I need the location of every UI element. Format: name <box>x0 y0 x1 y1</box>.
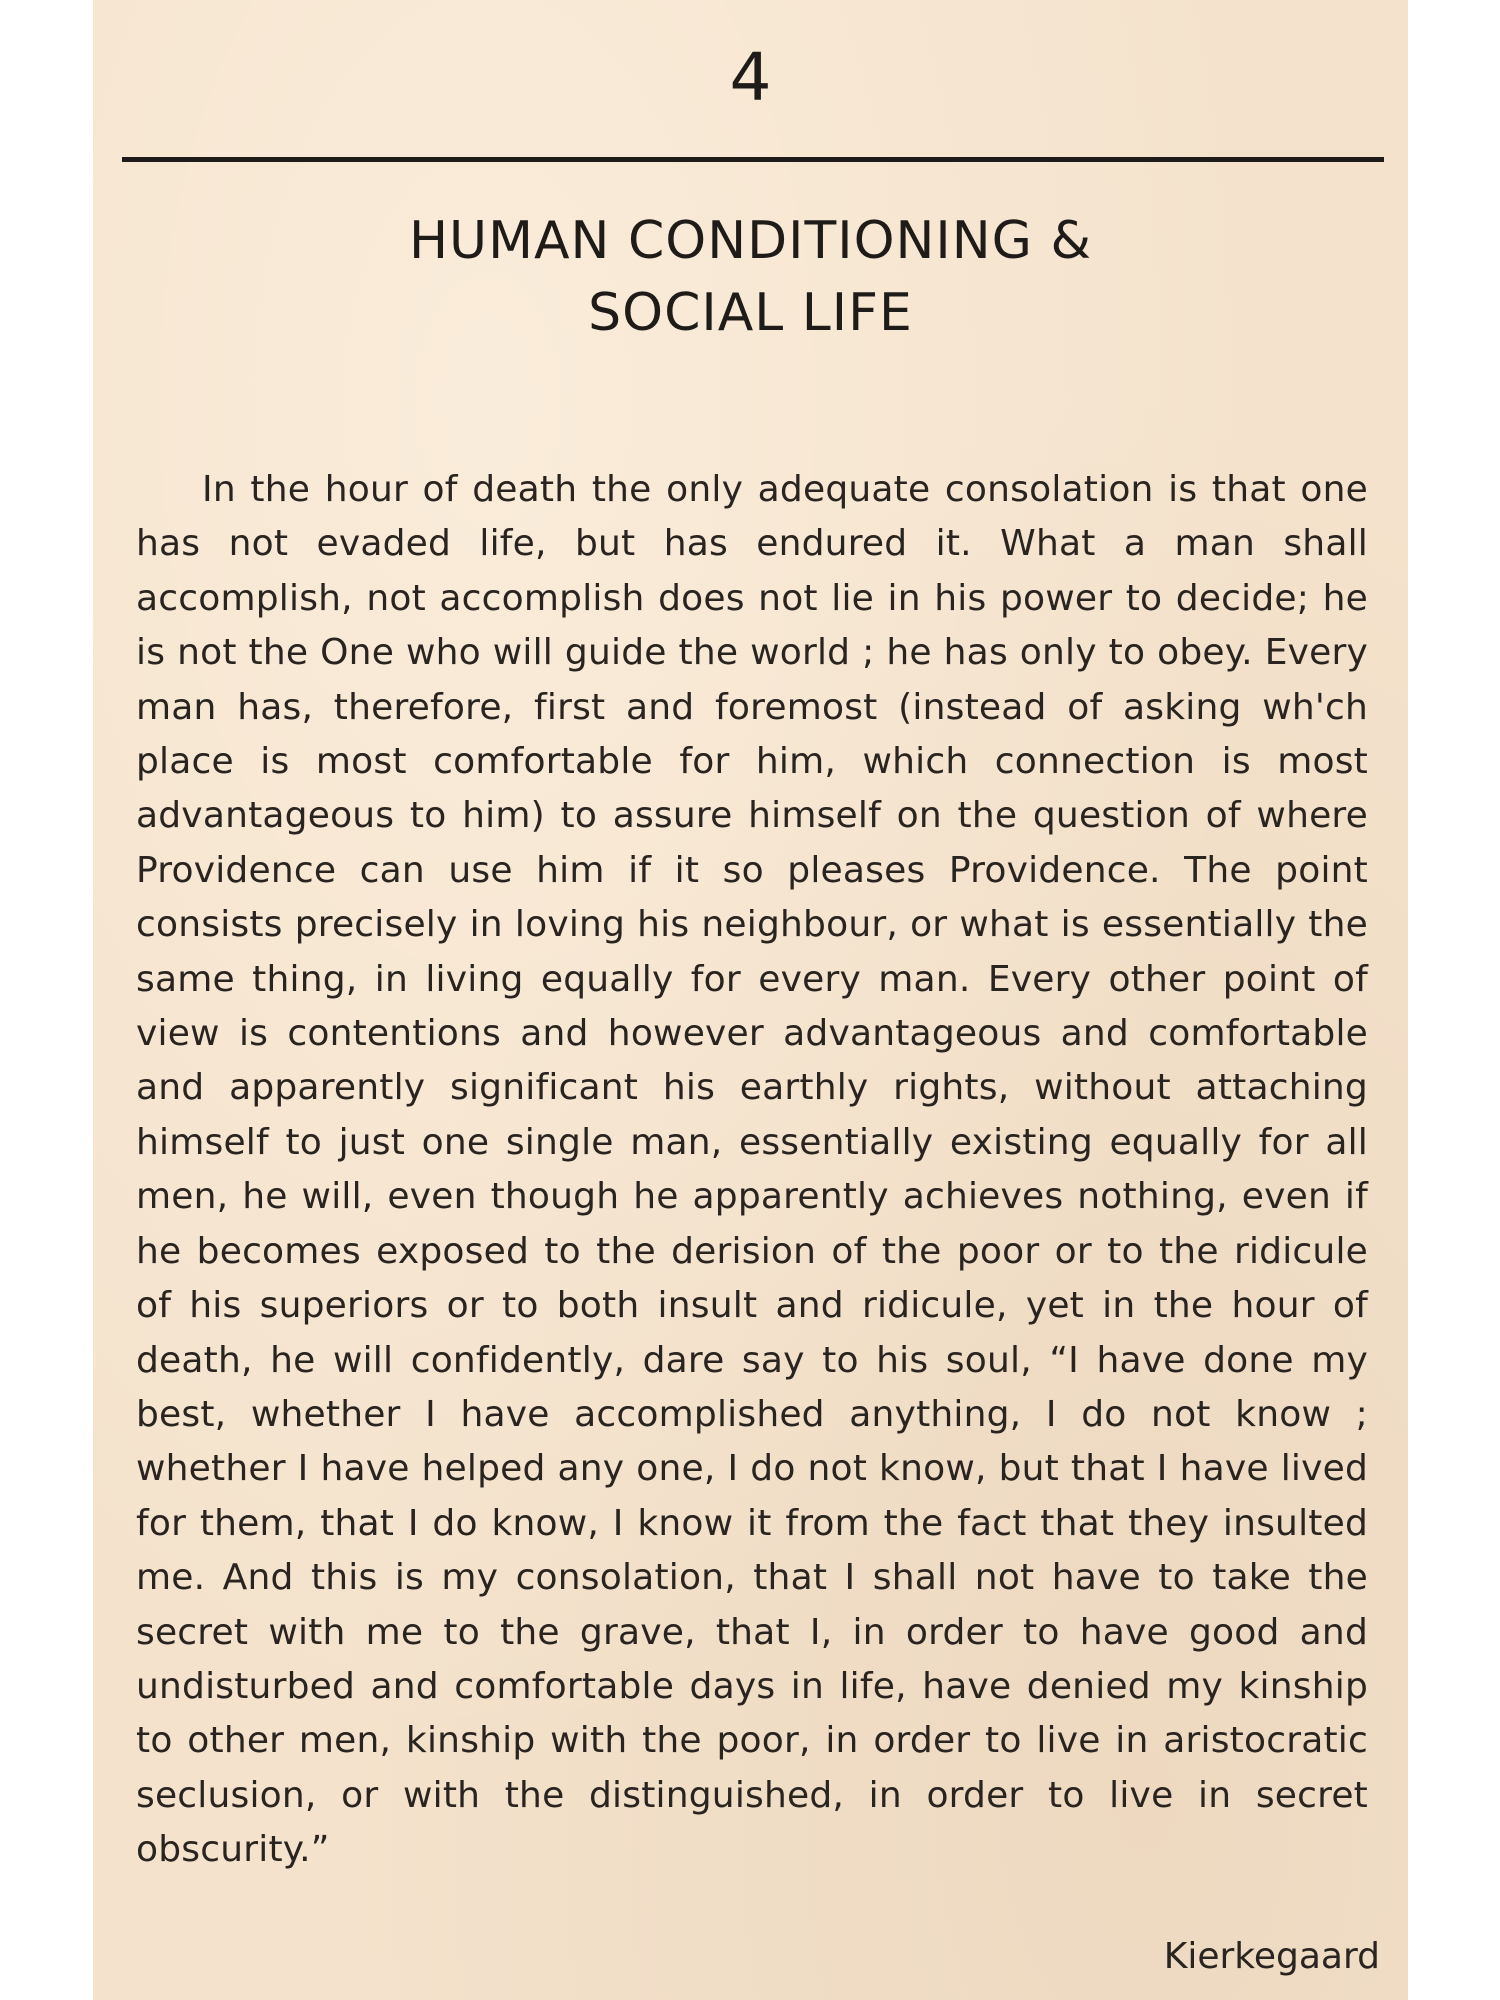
chapter-title-line-2: SOCIAL LIFE <box>588 283 913 343</box>
book-page <box>93 0 1408 2000</box>
chapter-number: 4 <box>729 39 772 116</box>
chapter-title <box>93 205 1408 349</box>
header-rule <box>122 157 1384 162</box>
quote-author: Kierkegaard <box>1163 1936 1380 1977</box>
quote-paragraph: In the hour of death the only adequate consolation is that one has not evaded life, but has endured it. What a man shall accomplish, not accomplish does not lie in his power to decide; he is not the One who will guide the world ; he has only to obey. Every man has, therefore, first and foremost (instead of asking wh'ch place is most comfortable for him, which connection is most advantageous to him) to assure himself on the question of where Providence can use him if it so pleases Providence. The point consists precisely in loving his neighbour, or what is essentially the same thing, in living equally for every man. Every other point of view is contentions and however advantageous and comfortable and apparently significant his earthly rights, without attaching himself to just one single man, essentially existing equally for all men, he will, even though he apparently achieves nothing, even if he becomes exposed to the derision of the poor or to the ridicule of his superiors or to both insult and ridicule, yet in the hour of death, he will confidently, dare say to his soul, “I have done my best, whether I have accomplished anything, I do not know ; whether I have helped any one, I do not know, but that I have lived for them, that I do know, I know it from the fact that they insulted me. And this is my consolation, that I shall not have to take the secret with me to the grave, that I, in order to have good and undisturbed and comfortable days in life, have denied my kinship to other men, kinship with the poor, in order to live in aristocratic seclusion, or with the distinguished, in order to live in secret obscurity.” <box>136 469 1368 1871</box>
chapter-title-line-1: HUMAN CONDITIONING & <box>408 211 1093 271</box>
